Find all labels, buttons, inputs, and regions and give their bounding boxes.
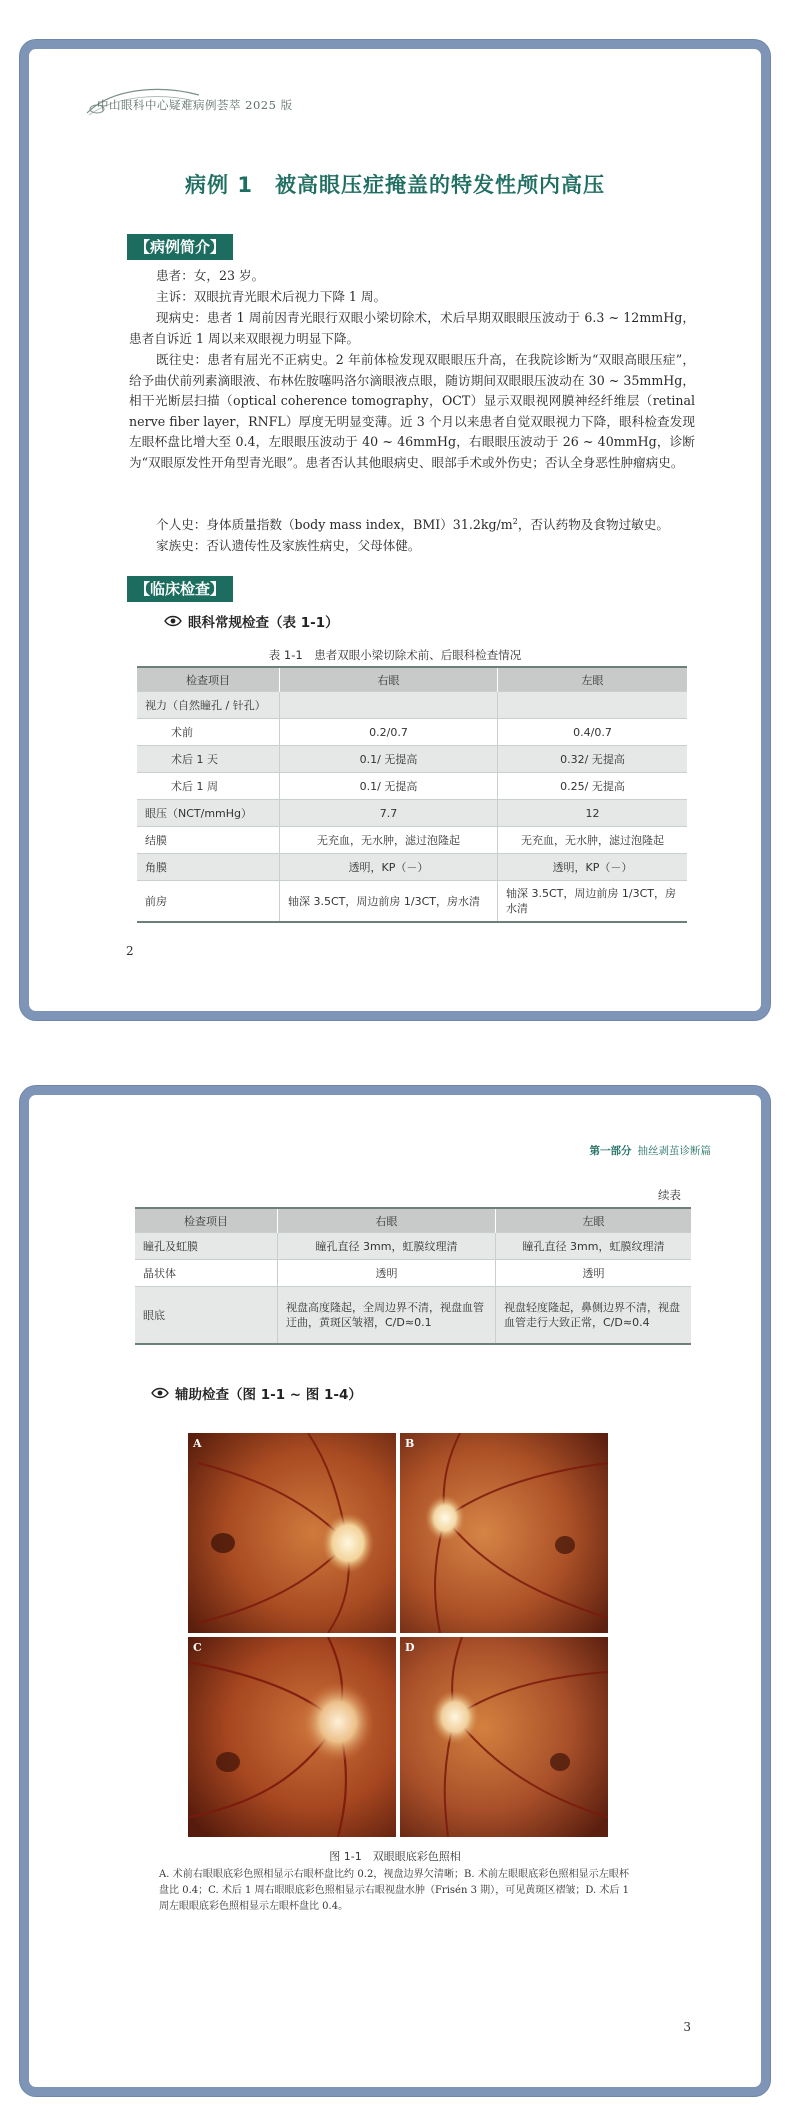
- table-header-cell: 检查项目: [137, 667, 280, 692]
- exam-table-part2: [135, 1207, 691, 1345]
- table-row: [135, 1287, 691, 1345]
- table-cell: 视力（自然瞳孔 / 针孔）: [137, 692, 280, 719]
- table-cell: 透明: [278, 1260, 496, 1287]
- fundus-photo-a: [188, 1433, 396, 1633]
- chief-complaint: 主诉：双眼抗青光眼术后视力下降 1 周。: [156, 289, 387, 304]
- fig-label-d: D: [405, 1641, 415, 1654]
- table-cell: 7.7: [280, 800, 498, 827]
- table-cell: 角膜: [137, 854, 280, 881]
- family-history: 家族史：否认遗传性及家族性病史，父母体健。: [156, 538, 421, 553]
- routine-exam-heading: 眼科常规检查（表 1-1）: [164, 611, 339, 631]
- table-row: [135, 1260, 691, 1287]
- table-cell: 瞳孔直径 3mm，虹膜纹理清: [496, 1233, 692, 1260]
- present-history: 现病史：患者 1 周前因青光眼行双眼小梁切除术，术后早期双眼眼压波动于 6.3 ~ 12mmHg，患者自诉近 1 周以来双眼视力明显下降。: [129, 310, 695, 346]
- table-cell: 眼底: [135, 1287, 278, 1345]
- table-cell: 术后 1 周: [137, 773, 280, 800]
- exam-table-part1: [137, 666, 687, 923]
- table-cell: 0.2/0.7: [280, 719, 498, 746]
- table-row: [137, 881, 687, 923]
- section-label-intro: 【病例简介】: [127, 234, 233, 260]
- fundus-photo-c: [188, 1637, 396, 1837]
- table-header-cell: 左眼: [496, 1208, 692, 1233]
- fig-label-a: A: [193, 1437, 202, 1450]
- figure-legend: A. 术前右眼眼底彩色照相显示右眼杯盘比约 0.2，视盘边界欠清晰；B. 术前左眼眼底彩色照相显示左眼杯盘比 0.4；C. 术后 1 周右眼眼底彩色照相显示右眼视盘水肿（Frisén 3 期），可见黄斑区褶皱；D. 术后 1 周左眼眼底彩色照相显示左眼杯盘比 0.4。: [159, 1869, 629, 1912]
- fundus-figure: [188, 1433, 608, 1837]
- table-cell: [280, 692, 498, 719]
- table-cell: 视盘高度隆起，全周边界不清，视盘血管迂曲，黄斑区皱褶，C/D≈0.1: [278, 1287, 496, 1345]
- aux-exam-heading: 辅助检查（图 1-1 ~ 图 1-4）: [151, 1383, 362, 1403]
- fig-label-b: B: [405, 1437, 415, 1450]
- table-caption: 表 1-1 患者双眼小梁切除术前、后眼科检查情况: [268, 648, 522, 662]
- table-row: [137, 854, 687, 881]
- table-cell: 术后 1 天: [137, 746, 280, 773]
- table-cell: 无充血，无水肿，滤过泡隆起: [280, 827, 498, 854]
- past-history: 既往史：患者有屈光不正病史。2 年前体检发现双眼眼压升高，在我院诊断为“双眼高眼压症”，给予曲伏前列素滴眼液、布林佐胺噻吗洛尔滴眼液点眼，随访期间双眼眼压波动在 30 ~ 35mmHg，相干光断层扫描（optical coherence tomography，OCT）显示双眼视网膜神经纤维层（retinal nerve fiber layer，RNFL）厚度无明显变薄。近 3 个月以来患者自觉双眼视力下降，眼科检查发现左眼杯盘比增大至 0.4，左眼眼压波动于 40 ~ 46mmHg，右眼眼压波动于 26 ~ 40mmHg，诊断为“双眼原发性开角型青光眼”。患者否认其他眼病史、眼部手术或外伤史；否认全身恶性肿瘤病史。: [129, 352, 695, 470]
- part-header: 第一部分 抽丝剥茧诊断篇: [589, 1145, 711, 1157]
- continued-label: 续表: [658, 1188, 681, 1202]
- table-cell: 透明，KP（－）: [280, 854, 498, 881]
- table-cell: 0.4/0.7: [498, 719, 688, 746]
- table-cell: 轴深 3.5CT，周边前房 1/3CT，房水清: [498, 881, 688, 923]
- table-cell: 视盘轻度隆起，鼻侧边界不清，视盘血管走行大致正常，C/D≈0.4: [496, 1287, 692, 1345]
- fig-label-c: C: [193, 1641, 202, 1654]
- table-header-cell: 右眼: [278, 1208, 496, 1233]
- table-cell: 无充血，无水肿，滤过泡隆起: [498, 827, 688, 854]
- table-cell: 瞳孔直径 3mm，虹膜纹理清: [278, 1233, 496, 1260]
- table-header-cell: 左眼: [498, 667, 688, 692]
- table-cell: 术前: [137, 719, 280, 746]
- fundus-photo-d: [400, 1637, 608, 1837]
- table-row: [137, 692, 687, 719]
- table-row: [137, 773, 687, 800]
- table-cell: 结膜: [137, 827, 280, 854]
- table-cell: 眼压（NCT/mmHg）: [137, 800, 280, 827]
- table-cell: 12: [498, 800, 688, 827]
- case-title: 病例 1 被高眼压症掩盖的特发性颅内高压: [185, 173, 605, 197]
- table-cell: 瞳孔及虹膜: [135, 1233, 278, 1260]
- table-cell: 0.1/ 无提高: [280, 773, 498, 800]
- table-cell: [498, 692, 688, 719]
- table-cell: 透明，KP（－）: [498, 854, 688, 881]
- patient-line: 患者：女，23 岁。: [156, 268, 265, 283]
- table-cell: 0.1/ 无提高: [280, 746, 498, 773]
- personal-history: 个人史：身体质量指数（body mass index，$BMI)31.2kg/m^2$，否认药物及食物过敏史。: [156, 516, 669, 532]
- eye-icon: [164, 615, 182, 627]
- table-cell: 透明: [496, 1260, 692, 1287]
- table-row: [137, 719, 687, 746]
- table-header-cell: 检查项目: [135, 1208, 278, 1233]
- page-2: [20, 1086, 770, 2096]
- table-row: [137, 827, 687, 854]
- table-row: [135, 1233, 691, 1260]
- table-header-row: [135, 1208, 691, 1233]
- table-row: [137, 800, 687, 827]
- table-cell: 晶状体: [135, 1260, 278, 1287]
- fundus-photo-b: [400, 1433, 608, 1633]
- page-number: 2: [126, 944, 134, 958]
- eye-icon: [151, 1387, 169, 1399]
- table-cell: 0.32/ 无提高: [498, 746, 688, 773]
- table-cell: 前房: [137, 881, 280, 923]
- figure-caption: 图 1-1 双眼眼底彩色照相: [329, 1850, 461, 1863]
- table-cell: 0.25/ 无提高: [498, 773, 688, 800]
- book-header: 中山眼科中心疑难病例荟萃 2025 版: [97, 97, 293, 113]
- page-1: [20, 40, 770, 1020]
- table-header-row: [137, 667, 687, 692]
- table-header-cell: 右眼: [280, 667, 498, 692]
- section-label-exam: 【临床检查】: [127, 576, 233, 602]
- page-number: 3: [683, 2020, 691, 2034]
- table-row: [137, 746, 687, 773]
- table-cell: 轴深 3.5CT，周边前房 1/3CT，房水清: [280, 881, 498, 923]
